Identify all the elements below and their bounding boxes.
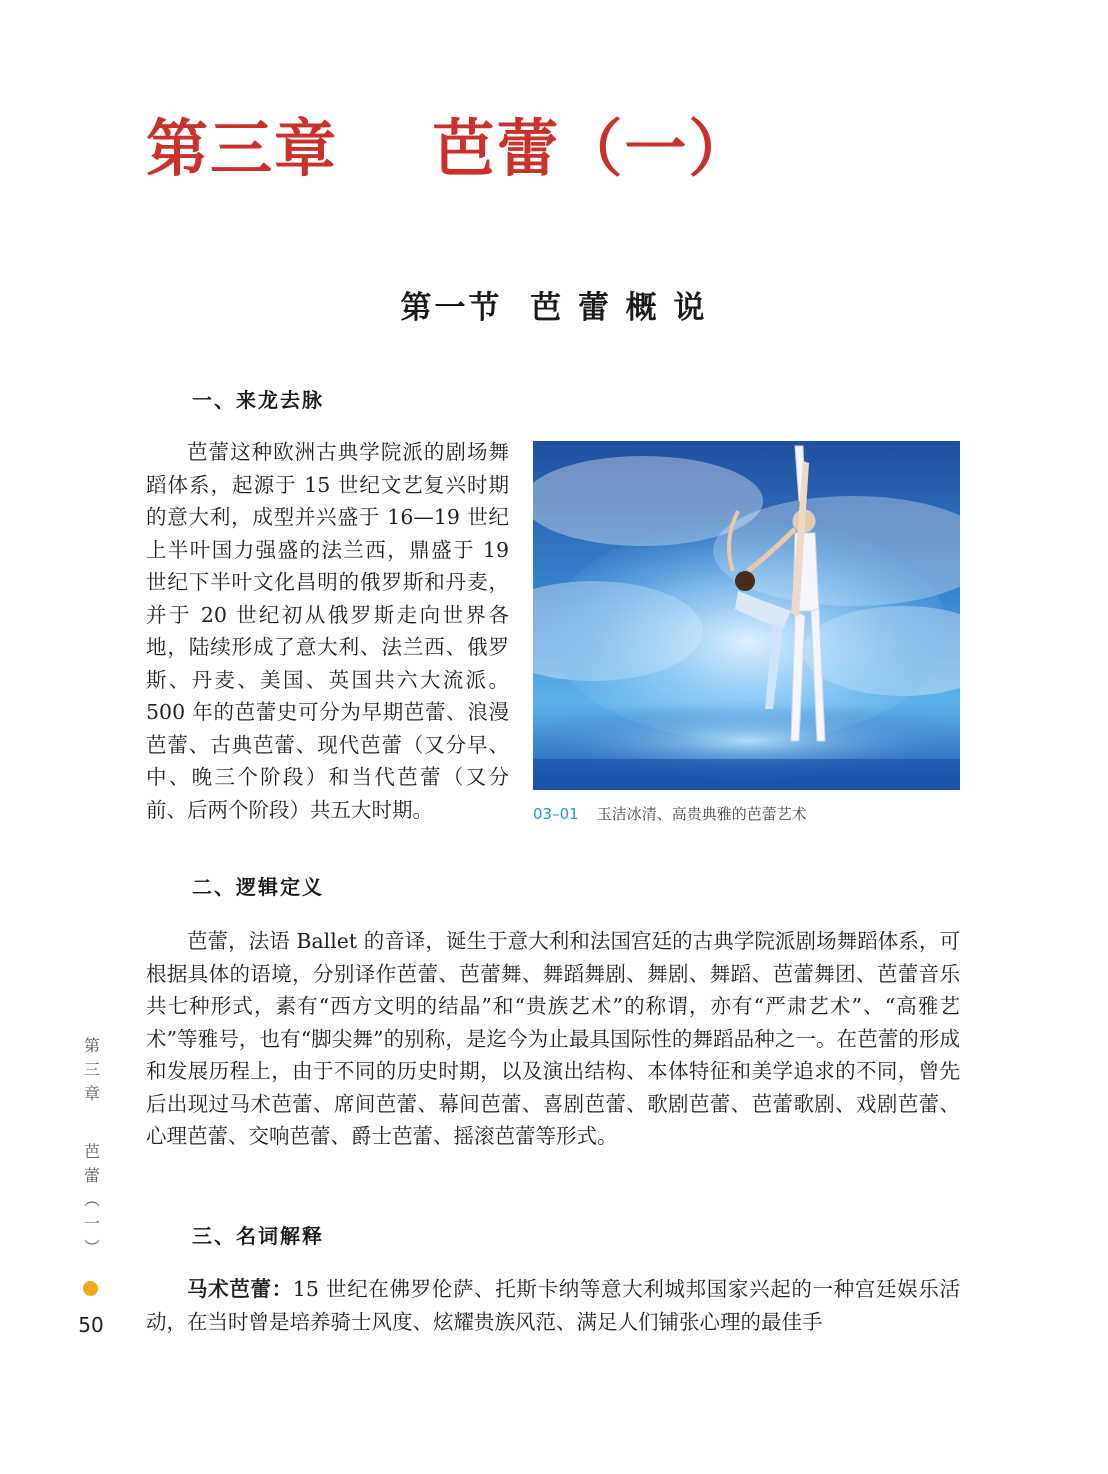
sidebar-gap: [80, 1110, 104, 1144]
sidebar-char: 章: [83, 1084, 100, 1103]
section-title: 第一节 芭 蕾 概 说: [400, 290, 708, 326]
term-definition: 15 世纪在佛罗伦萨、托斯卡纳等意大利城邦国家兴起的一种宫廷娱乐活动，在当时曾是培养骑士风度、炫耀贵族风范、满足人们铺张心理的最佳手: [146, 1277, 961, 1334]
sidebar-char: 蕾: [83, 1166, 100, 1185]
page-number: 50: [78, 1313, 104, 1337]
paragraph-origin: 芭蕾这种欧洲古典学院派的剧场舞蹈体系，起源于 15 世纪文艺复兴时期的意大利，成型并兴盛于 16—19 世纪上半叶国力强盛的法兰西，鼎盛于 19 世纪下半叶文化昌明的俄罗斯和丹麦，并于 20 世纪初从俄罗斯走向世界各地，陆续形成了意大利、法兰西、俄罗斯、丹麦、美国、英国共六大流派。500 年的芭蕾史可分为早期芭蕾、浪漫芭蕾、古典芭蕾、现代芭蕾（又分早、中、晚三个阶段）和当代芭蕾（又分前、后两个阶段）共五大时期。: [146, 440, 509, 822]
sidebar-char: 三: [83, 1060, 100, 1079]
paragraph-terms: [146, 1273, 960, 1338]
ballet-photo: [533, 441, 960, 790]
term-name: 马术芭蕾：: [187, 1277, 293, 1301]
paragraph-definition: 芭蕾，法语 Ballet 的音译，诞生于意大利和法国宫廷的古典学院派剧场舞蹈体系，可根据具体的语境，分别译作芭蕾、芭蕾舞、舞蹈舞剧、舞剧、舞蹈、芭蕾舞团、芭蕾音乐共七种形式，素有“西方文明的结晶”和“贵族艺术”的称谓，亦有“严肃艺术”、“高雅艺术”等雅号，也有“脚尖舞”的别称，是迄今为止最具国际性的舞蹈品种之一。在芭蕾的形成和发展历程上，由于不同的历史时期，以及演出结构、本体特征和美学追求的不同，曾先后出现过马术芭蕾、席间芭蕾、幕间芭蕾、喜剧芭蕾、歌剧芭蕾、芭蕾歌剧、戏剧芭蕾、心理芭蕾、交响芭蕾、爵士芭蕾、摇滚芭蕾等形式。: [146, 929, 960, 1148]
chapter-title: 第三章 芭蕾（一）: [146, 112, 753, 185]
page-marker-dot: [83, 1281, 98, 1296]
sidebar-char: 芭: [83, 1142, 100, 1161]
sidebar-char: ︶: [83, 1238, 100, 1257]
sidebar-char: ︵: [83, 1190, 100, 1209]
sidebar-char: 第: [83, 1036, 100, 1055]
subsection-heading-terms: 三、名词解释: [192, 1224, 324, 1248]
figure-number: 03–01: [533, 805, 579, 823]
subsection-heading-definition: 二、逻辑定义: [192, 875, 324, 899]
figure-caption-text: 玉洁冰清、高贵典雅的芭蕾艺术: [596, 805, 807, 823]
subsection-heading-origin: 一、来龙去脉: [192, 388, 324, 412]
figure-caption: [533, 804, 807, 824]
sidebar-chapter-label: [80, 1038, 104, 1264]
sidebar-char: 一: [83, 1214, 100, 1233]
